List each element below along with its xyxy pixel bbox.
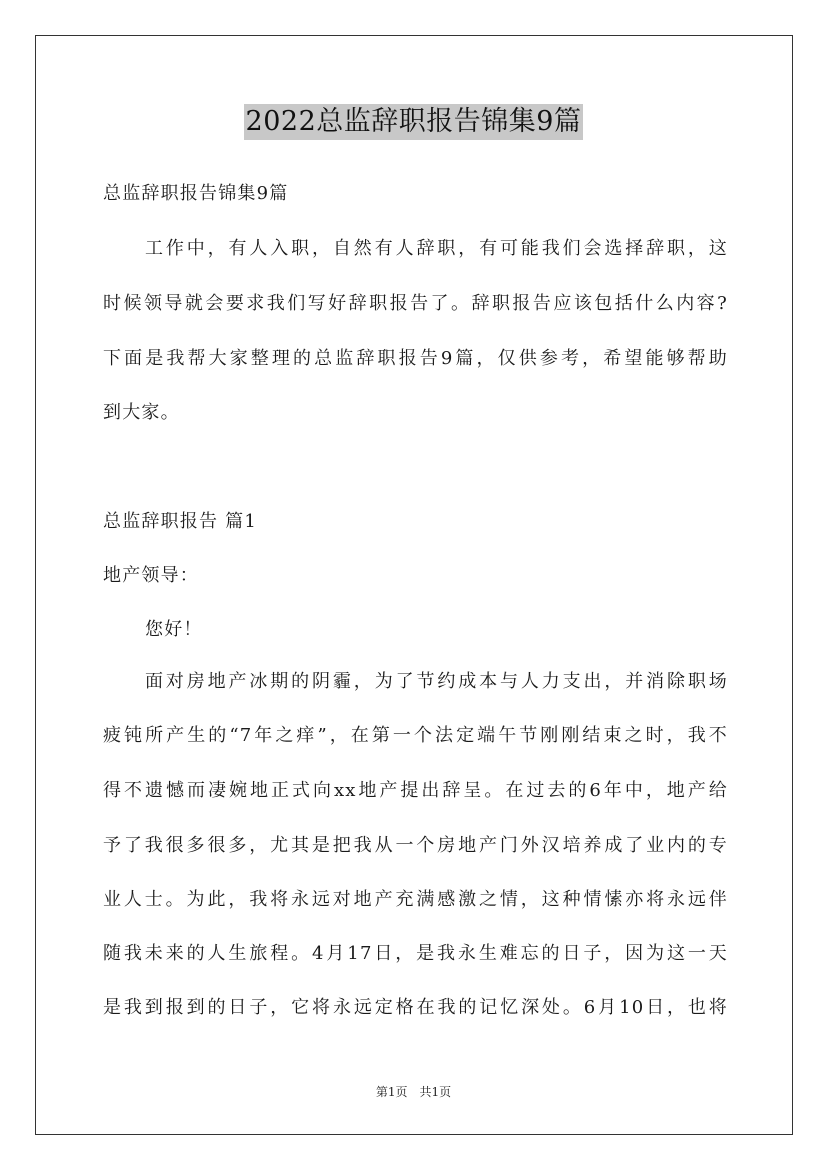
intro-line: 时候领导就会要求我们写好辞职报告了。辞职报告应该包括什么内容?	[103, 293, 728, 314]
intro-line: 到大家。	[103, 402, 180, 423]
section-heading: 总监辞职报告 篇1	[103, 511, 257, 532]
intro-line: 下面是我帮大家整理的总监辞职报告9篇，仅供参考，希望能够帮助	[103, 348, 728, 369]
greeting: 您好！	[145, 619, 203, 640]
page-footer: 第1页 共1页	[375, 1085, 452, 1099]
document-subtitle: 总监辞职报告锦集9篇	[103, 183, 289, 204]
title-wrap	[0, 104, 827, 140]
intro-line: 工作中，有人入职，自然有人辞职，有可能我们会选择辞职，这	[145, 238, 728, 259]
salutation: 地产领导：	[103, 565, 199, 586]
body-line: 面对房地产冰期的阴霾，为了节约成本与人力支出，并消除职场	[145, 671, 728, 692]
body-line: 疲钝所产生的“7年之痒”，在第一个法定端午节刚刚结束之时，我不	[103, 725, 728, 746]
body-line: 是我到报到的日子，它将永远定格在我的记忆深处。6月10日，也将	[103, 997, 728, 1018]
document-title: 2022总监辞职报告锦集9篇	[244, 104, 584, 140]
body-line: 予了我很多很多，尤其是把我从一个房地产门外汉培养成了业内的专	[103, 835, 728, 856]
body-line: 业人士。为此，我将永远对地产充满感激之情，这种情愫亦将永远伴	[103, 889, 728, 910]
body-line: 得不遗憾而凄婉地正式向xx地产提出辞呈。在过去的6年中，地产给	[103, 780, 728, 801]
body-line: 随我未来的人生旅程。4月17日，是我永生难忘的日子，因为这一天	[103, 943, 728, 964]
